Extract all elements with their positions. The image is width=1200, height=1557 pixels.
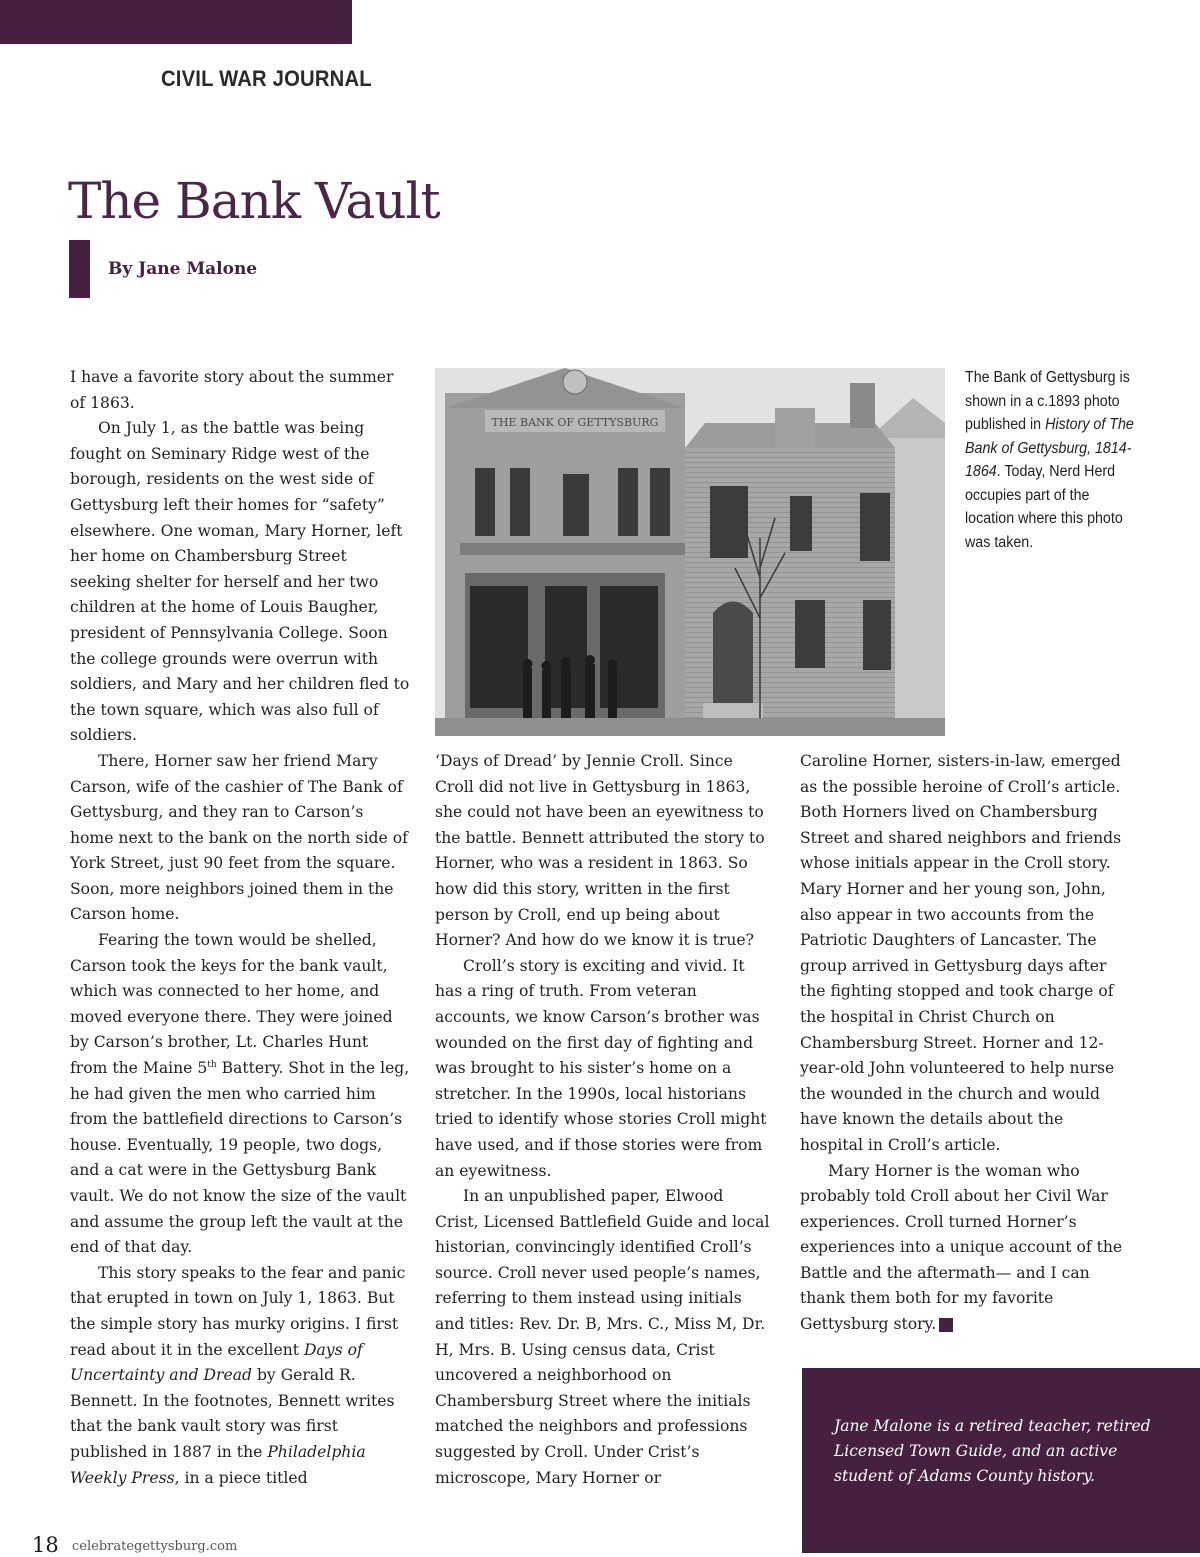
paragraph: On July 1, as the battle was being fought on Seminary Ridge west of the borough, residents on the west side of Gettysburg left their homes for “safety” elsewhere. One woman, Mary Horner, left her home on Chambersburg Street seeking shelter for herself and her two children at the home of Louis Baugher, president of Pennsylvania College. Soon the college grounds were overrun with soldiers, and Mary and her children fled to the town square, which was also full of soldiers. [70,419,410,745]
caption-book-title: History of The Bank of Gettysburg, 1814-1864 [965,416,1134,480]
paragraph: In an unpublished paper, Elwood Crist, Licensed Battlefield Guide and local historian, convincingly identified Croll’s source. Croll never used people’s names, referring to them instead using initials and titles: Rev. Dr. B, Mrs. C., Miss M, Dr. H, Mrs. B. Using census data, Crist uncovered a neighborhood on Chambersburg Street where the initials matched the neighbors and professions suggested by Croll. Under Crist’s microscope, Mary Horner or [435,1187,770,1487]
bank-building-illustration [435,368,945,736]
end-mark-icon: G [939,1318,953,1332]
newspaper-title: Philadelphia Weekly Press [70,1442,366,1487]
byline-accent-bar [69,240,90,298]
article-column-1 [70,365,410,1491]
book-title: Days of Uncertainty and Dread [70,1340,363,1385]
paragraph: There, Horner saw her friend Mary Carson, wife of the cashier of The Bank of Gettysburg, and they ran to Carson’s home next to the bank on the north side of York Street, just 90 feet from the square. Soon, more neighbors joined them in the Carson home. [70,751,408,924]
page-number: 18 [32,1533,59,1557]
article-title: The Bank Vault [68,172,440,230]
paragraph: ‘Days of Dread’ by Jennie Croll. Since Croll did not live in Gettysburg in 1863, she could not have been an eyewitness to the battle. Bennett attributed the story to Horner, who was a resident in 1863. So how did this story, written in the first person by Croll, end up being about Horner? And how do we know it is true? [435,752,765,950]
bank-photo [435,368,945,736]
byline: By Jane Malone [108,259,258,279]
section-label: CIVIL WAR JOURNAL [161,66,372,91]
paragraph: This story speaks to the fear and panic that erupted in town on July 1, 1863. But the simple story has murky origins. I first read about it in the excellent Days of Uncertainty and Dread by Gerald R. Bennett. In the footnotes, Bennett writes that the bank vault story was first published in 1887 in the Philadelphia Weekly Press, in a piece titled [70,1263,406,1487]
paragraph: I have a favorite story about the summer of 1863. [70,368,394,412]
top-accent-bar [0,0,352,44]
article-column-2 [435,749,770,1491]
author-bio: Jane Malone is a retired teacher, retired Licensed Town Guide, and an active student of Adams County history. [834,1417,1151,1485]
bank-sign-text: THE BANK OF GETTYSBURG [491,416,659,429]
paragraph: Caroline Horner, sisters-in-law, emerged as the possible heroine of Croll’s article. Both Horners lived on Chambersburg Street and shared neighbors and friends whose initials appear in the Croll story. Mary Horner and her young son, John, also appear in two accounts from the Patriotic Daughters of Lancaster. The group arrived in Gettysburg days after the fighting stopped and took charge of the hospital in Christ Church on Chambersburg Street. Horner and 12-year-old John volunteered to help nurse the wounded in the church and would have known the details about the hospital in Croll’s article. [800,752,1122,1154]
photo-caption: The Bank of Gettysburg is shown in a c.1893 photo published in History of The Bank of Gettysburg, 1814-1864. Today, Nerd Herd occupies part of the location where this photo was taken. [965,369,1134,551]
paragraph: Fearing the town would be shelled, Carson took the keys for the bank vault, which was connected to her home, and moved everyone there. They were joined by Carson’s brother, Lt. Charles Hunt from the Maine 5th Battery. Shot in the leg, he had given the men who carried him from the battlefield directions to Carson’s house. Eventually, 19 people, two dogs, and a cat were in the Gettysburg Bank vault. We do not know the size of the vault and assume the group left the vault at the end of that day. [70,931,410,1257]
footer-website-link[interactable]: celebrategettysburg.com [72,1539,238,1554]
paragraph: Croll’s story is exciting and vivid. It has a ring of truth. From veteran accounts, we know Carson’s brother was wounded on the first day of fighting and was brought to his sister’s home on a stretcher. In the 1990s, local historians tried to identify whose stories Croll might have used, and if those stories were from an eyewitness. [435,956,767,1180]
paragraph: Mary Horner is the woman who probably told Croll about her Civil War experiences. Croll turned Horner’s experiences into a unique account of the Battle and the aftermath— and I can thank them both for my favorite Gettysburg story. G [800,1161,1123,1334]
article-column-3 [800,749,1130,1338]
